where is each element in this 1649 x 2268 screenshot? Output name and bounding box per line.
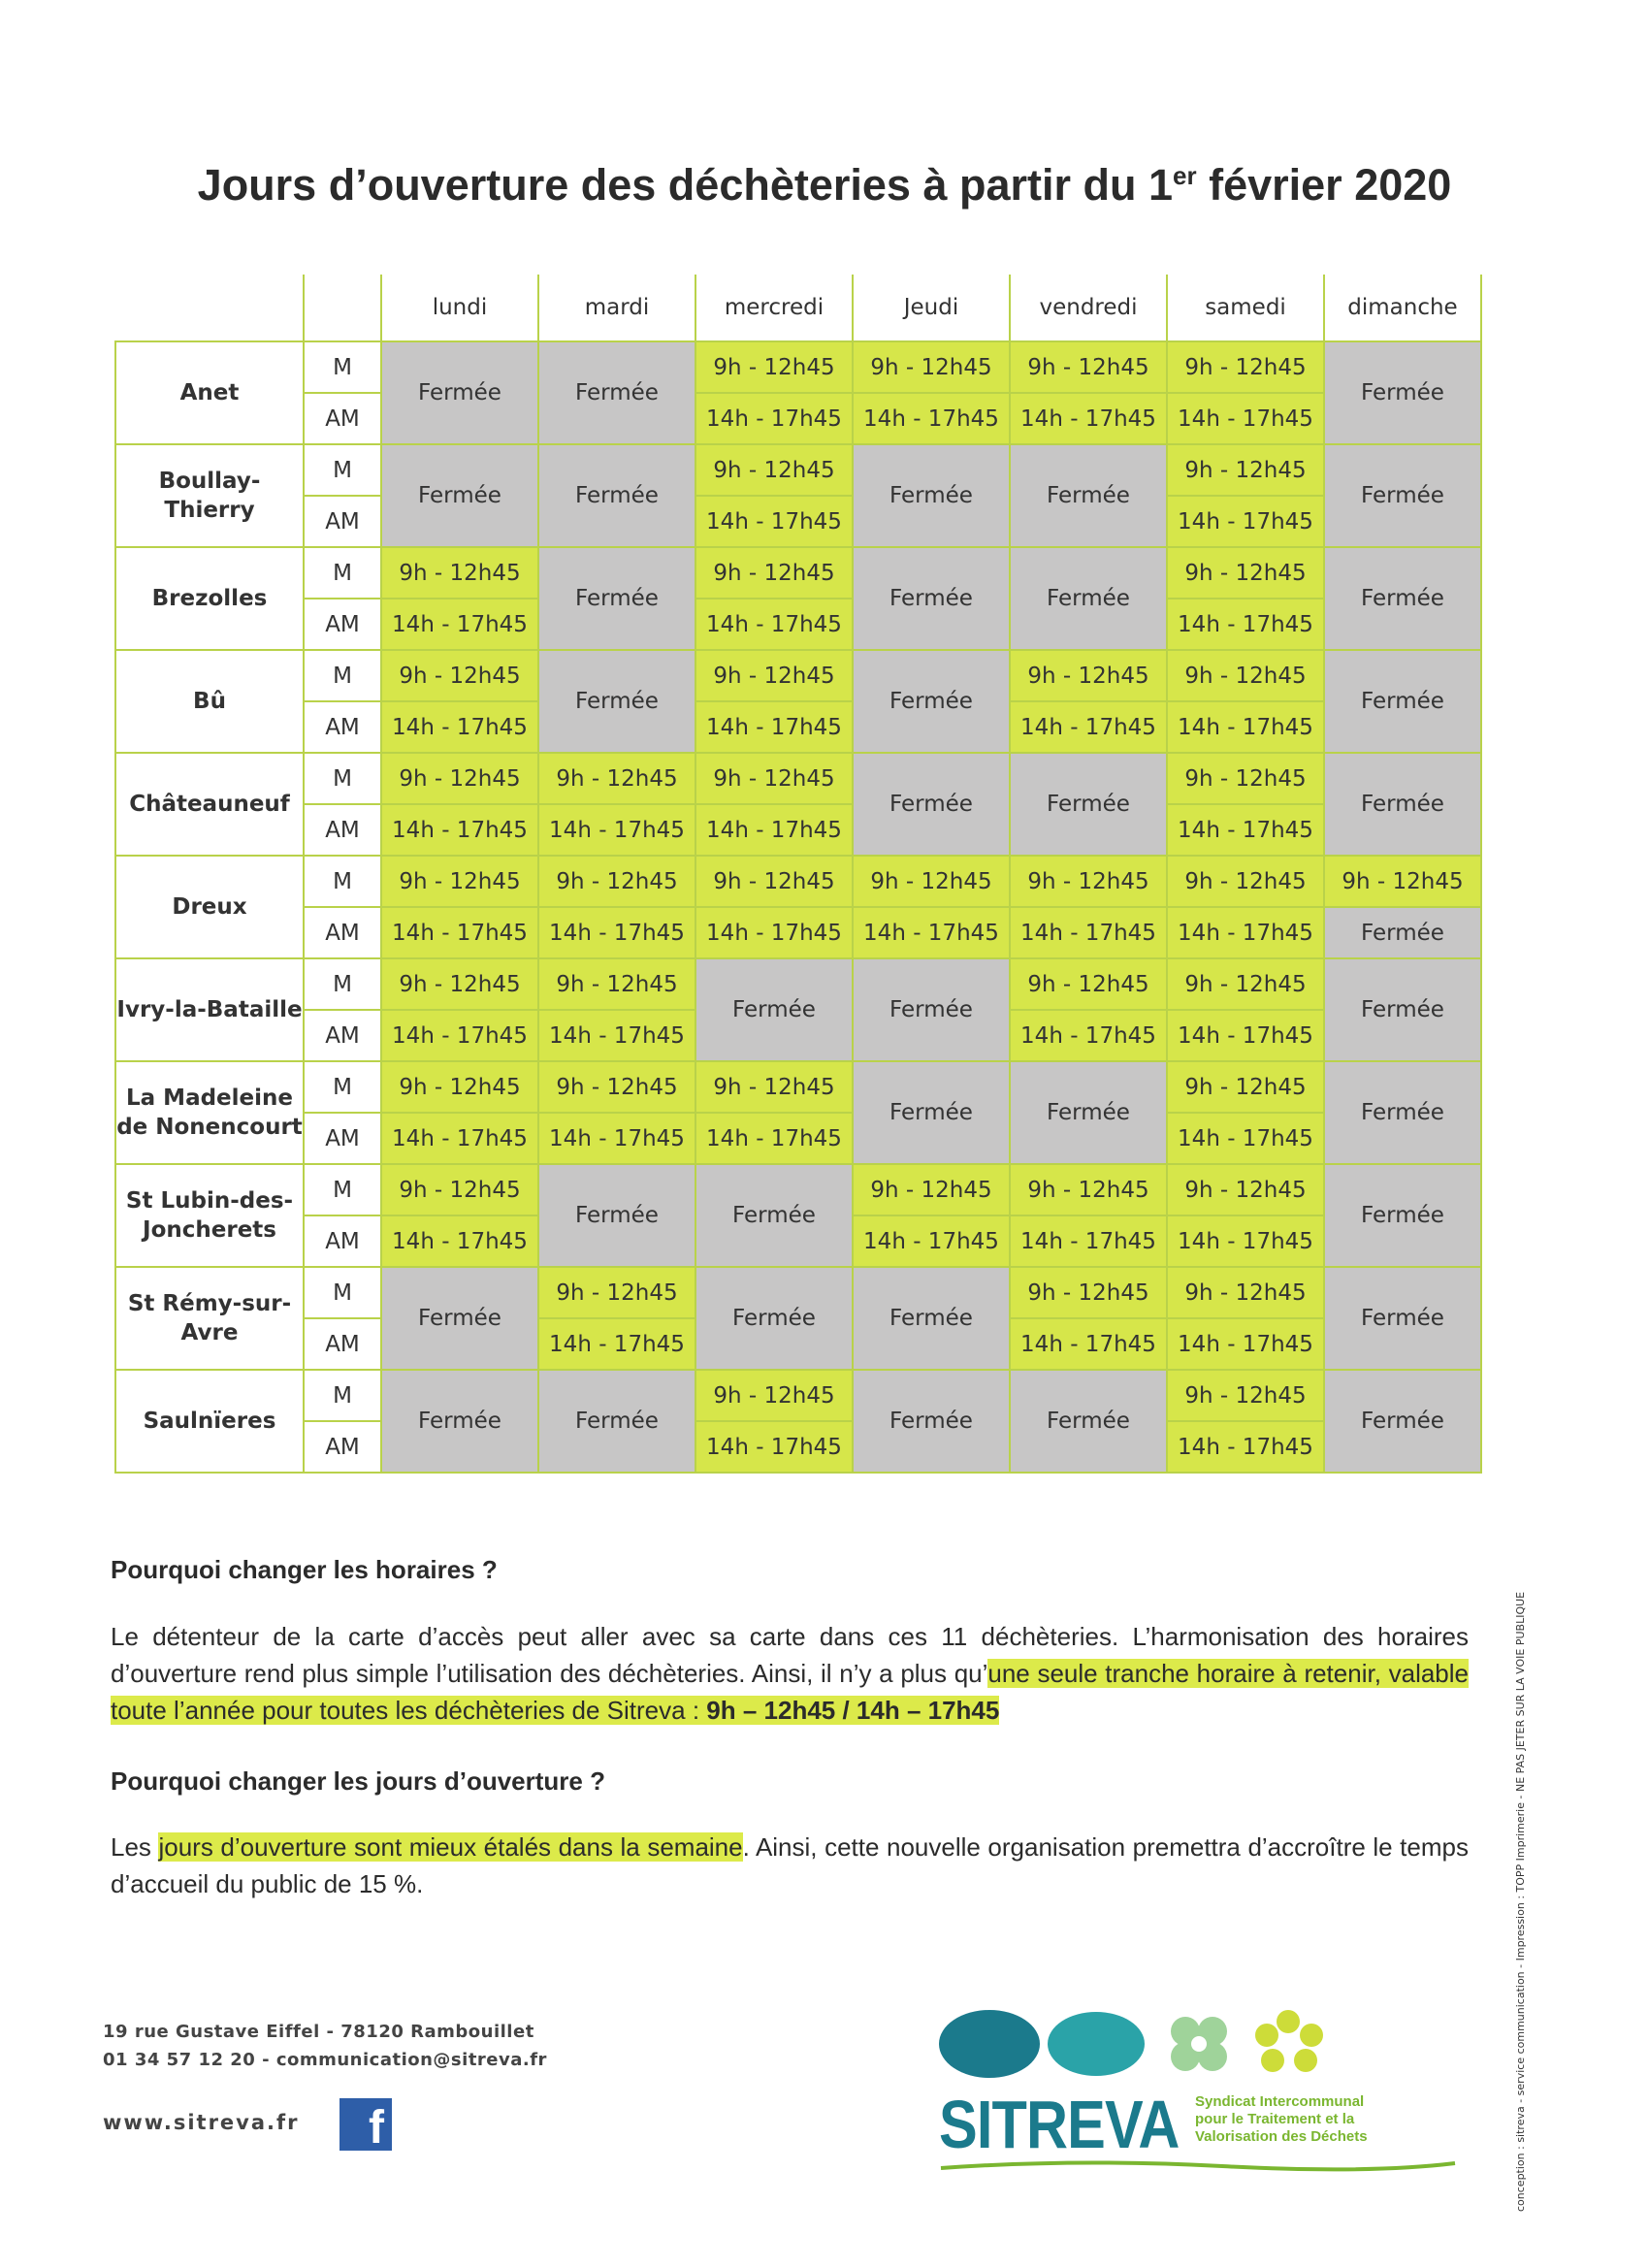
- open-hours-cell: 14h - 17h45: [853, 1215, 1010, 1267]
- day-header: samedi: [1167, 275, 1324, 341]
- closed-cell: Fermée: [1324, 650, 1481, 753]
- site-name: Boullay-Thierry: [115, 444, 304, 547]
- period-label: AM: [304, 907, 381, 958]
- table-row: [115, 1421, 1481, 1473]
- table-row: [115, 599, 1481, 650]
- open-hours-cell: 14h - 17h45: [1010, 1010, 1167, 1061]
- open-hours-cell: 9h - 12h45: [853, 856, 1010, 907]
- day-header: mardi: [538, 275, 695, 341]
- closed-cell: Fermée: [538, 1370, 695, 1473]
- open-hours-cell: 14h - 17h45: [1010, 1215, 1167, 1267]
- website-link[interactable]: www.sitreva.fr: [103, 2111, 300, 2134]
- open-hours-cell: 9h - 12h45: [1167, 444, 1324, 496]
- period-label: AM: [304, 599, 381, 650]
- table-row: [115, 907, 1481, 958]
- open-hours-cell: 14h - 17h45: [1010, 393, 1167, 444]
- closed-cell: Fermée: [1324, 547, 1481, 650]
- closed-cell: Fermée: [1324, 1267, 1481, 1370]
- closed-cell: Fermée: [538, 444, 695, 547]
- open-hours-cell: 9h - 12h45: [381, 547, 538, 599]
- closed-cell: Fermée: [853, 547, 1010, 650]
- open-hours-cell: 9h - 12h45: [1167, 341, 1324, 393]
- table-row: [115, 856, 1481, 907]
- table-row: [115, 1370, 1481, 1421]
- site-name: St Rémy-sur-Avre: [115, 1267, 304, 1370]
- open-hours-cell: 14h - 17h45: [538, 1113, 695, 1164]
- closed-cell: Fermée: [1010, 1061, 1167, 1164]
- open-hours-cell: 14h - 17h45: [695, 907, 853, 958]
- print-credit: conception : sitreva - service communication - Impression : TOPP Imprimerie - NE PAS JETER SUR LA VOIE PUBLIQUE: [1514, 1591, 1527, 2212]
- period-label: AM: [304, 496, 381, 547]
- open-hours-cell: 14h - 17h45: [695, 701, 853, 753]
- site-name: Saulnïeres: [115, 1370, 304, 1473]
- open-hours-cell: 14h - 17h45: [853, 907, 1010, 958]
- open-hours-cell: 14h - 17h45: [381, 1113, 538, 1164]
- period-label: M: [304, 547, 381, 599]
- open-hours-cell: 9h - 12h45: [538, 753, 695, 804]
- open-hours-cell: 9h - 12h45: [695, 753, 853, 804]
- closed-cell: Fermée: [1010, 1370, 1167, 1473]
- table-row: [115, 393, 1481, 444]
- open-hours-cell: 14h - 17h45: [695, 393, 853, 444]
- day-header: dimanche: [1324, 275, 1481, 341]
- closed-cell: Fermée: [1324, 753, 1481, 856]
- closed-cell: Fermée: [1324, 444, 1481, 547]
- open-hours-cell: 9h - 12h45: [1010, 856, 1167, 907]
- day-header: lundi: [381, 275, 538, 341]
- site-name: Châteauneuf: [115, 753, 304, 856]
- closed-cell: Fermée: [853, 958, 1010, 1061]
- table-row: [115, 958, 1481, 1010]
- closed-cell: Fermée: [853, 753, 1010, 856]
- open-hours-cell: 9h - 12h45: [1010, 958, 1167, 1010]
- open-hours-cell: 9h - 12h45: [1010, 1164, 1167, 1215]
- table-row: [115, 496, 1481, 547]
- closed-cell: Fermée: [1010, 547, 1167, 650]
- open-hours-cell: 9h - 12h45: [695, 856, 853, 907]
- open-hours-cell: 9h - 12h45: [1167, 1267, 1324, 1318]
- open-hours-cell: 9h - 12h45: [1010, 341, 1167, 393]
- open-hours-cell: 14h - 17h45: [381, 599, 538, 650]
- hours-highlight: 9h – 12h45 / 14h – 17h45: [706, 1696, 1000, 1725]
- period-label: AM: [304, 1113, 381, 1164]
- closed-cell: Fermée: [853, 444, 1010, 547]
- closed-cell: Fermée: [1324, 1061, 1481, 1164]
- section-heading-hours: Pourquoi changer les horaires ?: [111, 1555, 498, 1584]
- table-row: [115, 753, 1481, 804]
- period-label: M: [304, 650, 381, 701]
- period-label: AM: [304, 1421, 381, 1473]
- open-hours-cell: 14h - 17h45: [1167, 1215, 1324, 1267]
- closed-cell: Fermée: [381, 444, 538, 547]
- closed-cell: Fermée: [695, 1267, 853, 1370]
- open-hours-cell: 14h - 17h45: [695, 804, 853, 856]
- section-text-hours: Le détenteur de la carte d’accès peut aller avec sa carte dans ces 11 déchèteries. L’harmonisation des horaires d’ouverture rend plus simple l’utilisation des déchèteries. Ainsi, il n’y a plus qu’une seule tranche horaire à retenir, valable toute l’année pour toutes les déchèteries de Sitreva : 9h – 12h45 / 14h – 17h45: [111, 1622, 1469, 1725]
- period-label: M: [304, 958, 381, 1010]
- site-name: St Lubin-des-Joncherets: [115, 1164, 304, 1267]
- closed-cell: Fermée: [538, 650, 695, 753]
- open-hours-cell: 14h - 17h45: [1167, 804, 1324, 856]
- section-text-days: Les jours d’ouverture sont mieux étalés dans la semaine. Ainsi, cette nouvelle organisation premettra d’accroître le temps d’accueil du public de 15 %.: [111, 1832, 1469, 1898]
- site-name: Ivry-la-Bataille: [115, 958, 304, 1061]
- site-name: Brezolles: [115, 547, 304, 650]
- open-hours-cell: 14h - 17h45: [1167, 1318, 1324, 1370]
- table-row: [115, 1267, 1481, 1318]
- closed-cell: Fermée: [538, 1164, 695, 1267]
- open-hours-cell: 14h - 17h45: [1167, 1421, 1324, 1473]
- closed-cell: Fermée: [695, 1164, 853, 1267]
- open-hours-cell: 9h - 12h45: [1167, 1164, 1324, 1215]
- table-row: [115, 804, 1481, 856]
- open-hours-cell: 9h - 12h45: [695, 1061, 853, 1113]
- open-hours-cell: 9h - 12h45: [1324, 856, 1481, 907]
- period-label: AM: [304, 1215, 381, 1267]
- logo-wordmark: SITREVA: [939, 2087, 1180, 2162]
- table-row: [115, 444, 1481, 496]
- open-hours-cell: 9h - 12h45: [695, 650, 853, 701]
- site-name: La Madeleine de Nonencourt: [115, 1061, 304, 1164]
- closed-cell: Fermée: [381, 1267, 538, 1370]
- facebook-icon[interactable]: f: [340, 2098, 392, 2151]
- open-hours-cell: 14h - 17h45: [538, 907, 695, 958]
- open-hours-cell: 14h - 17h45: [538, 1318, 695, 1370]
- closed-cell: Fermée: [1324, 341, 1481, 444]
- closed-cell: Fermée: [538, 341, 695, 444]
- open-hours-cell: 9h - 12h45: [381, 1061, 538, 1113]
- open-hours-cell: 14h - 17h45: [538, 804, 695, 856]
- open-hours-cell: 9h - 12h45: [538, 1267, 695, 1318]
- open-hours-cell: 9h - 12h45: [695, 341, 853, 393]
- period-label: M: [304, 1061, 381, 1113]
- open-hours-cell: 14h - 17h45: [1010, 1318, 1167, 1370]
- contact-line: 01 34 57 12 20 - communication@sitreva.fr: [103, 2050, 547, 2070]
- open-hours-cell: 14h - 17h45: [695, 496, 853, 547]
- open-hours-cell: 9h - 12h45: [381, 650, 538, 701]
- open-hours-cell: 14h - 17h45: [1167, 701, 1324, 753]
- open-hours-cell: 9h - 12h45: [381, 753, 538, 804]
- period-label: M: [304, 444, 381, 496]
- open-hours-cell: 14h - 17h45: [381, 804, 538, 856]
- open-hours-cell: 14h - 17h45: [1167, 496, 1324, 547]
- period-label: M: [304, 1267, 381, 1318]
- open-hours-cell: 14h - 17h45: [381, 1215, 538, 1267]
- period-label: AM: [304, 1010, 381, 1061]
- period-label: M: [304, 341, 381, 393]
- closed-cell: Fermée: [853, 650, 1010, 753]
- table-row: [115, 547, 1481, 599]
- period-label: M: [304, 753, 381, 804]
- closed-cell: Fermée: [381, 341, 538, 444]
- closed-cell: Fermée: [853, 1061, 1010, 1164]
- open-hours-cell: 14h - 17h45: [1010, 907, 1167, 958]
- logo-tagline: Syndicat Intercommunal pour le Traitement et la Valorisation des Déchets: [1195, 2093, 1368, 2145]
- header-corner: [115, 275, 304, 341]
- period-label: AM: [304, 393, 381, 444]
- table-row: [115, 701, 1481, 753]
- header-period: [304, 275, 381, 341]
- closed-cell: Fermée: [538, 547, 695, 650]
- schedule-table: [114, 275, 1482, 1474]
- closed-cell: Fermée: [853, 1370, 1010, 1473]
- day-header: Jeudi: [853, 275, 1010, 341]
- open-hours-cell: 9h - 12h45: [695, 547, 853, 599]
- page-title: Jours d’ouverture des déchèteries à partir du 1er février 2020: [197, 160, 1452, 210]
- open-hours-cell: 9h - 12h45: [853, 1164, 1010, 1215]
- closed-cell: Fermée: [1324, 907, 1481, 958]
- open-hours-cell: 9h - 12h45: [381, 958, 538, 1010]
- closed-cell: Fermée: [381, 1370, 538, 1473]
- open-hours-cell: 9h - 12h45: [381, 856, 538, 907]
- table-row: [115, 650, 1481, 701]
- open-hours-cell: 9h - 12h45: [853, 341, 1010, 393]
- open-hours-cell: 9h - 12h45: [695, 444, 853, 496]
- open-hours-cell: 14h - 17h45: [695, 1113, 853, 1164]
- open-hours-cell: 9h - 12h45: [538, 856, 695, 907]
- closed-cell: Fermée: [1010, 444, 1167, 547]
- open-hours-cell: 14h - 17h45: [1167, 1113, 1324, 1164]
- table-row: [115, 1164, 1481, 1215]
- open-hours-cell: 9h - 12h45: [538, 1061, 695, 1113]
- site-name: Bû: [115, 650, 304, 753]
- period-label: AM: [304, 701, 381, 753]
- period-label: M: [304, 1164, 381, 1215]
- site-name: Dreux: [115, 856, 304, 958]
- open-hours-cell: 14h - 17h45: [1167, 393, 1324, 444]
- open-hours-cell: 14h - 17h45: [381, 701, 538, 753]
- open-hours-cell: 9h - 12h45: [695, 1370, 853, 1421]
- site-name: Anet: [115, 341, 304, 444]
- open-hours-cell: 14h - 17h45: [695, 599, 853, 650]
- closed-cell: Fermée: [1010, 753, 1167, 856]
- footer-address: 19 rue Gustave Eiffel - 78120 Rambouillet 01 34 57 12 20 - communication@sitreva.fr: [103, 2018, 547, 2074]
- open-hours-cell: 9h - 12h45: [1167, 958, 1324, 1010]
- period-label: M: [304, 856, 381, 907]
- highlighted-text: une seule tranche horaire à retenir, valable toute l’année pour toutes les déchèteries de Sitreva :: [111, 1659, 1469, 1725]
- open-hours-cell: 14h - 17h45: [538, 1010, 695, 1061]
- table-row: [115, 1061, 1481, 1113]
- day-header: mercredi: [695, 275, 853, 341]
- open-hours-cell: 14h - 17h45: [381, 907, 538, 958]
- open-hours-cell: 9h - 12h45: [1167, 1370, 1324, 1421]
- period-label: AM: [304, 804, 381, 856]
- open-hours-cell: 14h - 17h45: [853, 393, 1010, 444]
- open-hours-cell: 9h - 12h45: [1010, 650, 1167, 701]
- open-hours-cell: 9h - 12h45: [381, 1164, 538, 1215]
- closed-cell: Fermée: [853, 1267, 1010, 1370]
- table-row: [115, 1113, 1481, 1164]
- open-hours-cell: 14h - 17h45: [1167, 1010, 1324, 1061]
- section-heading-days: Pourquoi changer les jours d’ouverture ?: [111, 1766, 605, 1796]
- open-hours-cell: 9h - 12h45: [538, 958, 695, 1010]
- open-hours-cell: 14h - 17h45: [1167, 907, 1324, 958]
- open-hours-cell: 9h - 12h45: [1167, 753, 1324, 804]
- open-hours-cell: 9h - 12h45: [1167, 547, 1324, 599]
- table-row: [115, 341, 1481, 393]
- open-hours-cell: 9h - 12h45: [1010, 1267, 1167, 1318]
- period-label: AM: [304, 1318, 381, 1370]
- closed-cell: Fermée: [1324, 1164, 1481, 1267]
- closed-cell: Fermée: [695, 958, 853, 1061]
- open-hours-cell: 9h - 12h45: [1167, 856, 1324, 907]
- open-hours-cell: 9h - 12h45: [1167, 650, 1324, 701]
- closed-cell: Fermée: [1324, 1370, 1481, 1473]
- closed-cell: Fermée: [1324, 958, 1481, 1061]
- open-hours-cell: 9h - 12h45: [1167, 1061, 1324, 1113]
- open-hours-cell: 14h - 17h45: [1167, 599, 1324, 650]
- open-hours-cell: 14h - 17h45: [1010, 701, 1167, 753]
- highlighted-text: jours d’ouverture sont mieux étalés dans la semaine: [158, 1832, 743, 1862]
- period-label: M: [304, 1370, 381, 1421]
- open-hours-cell: 14h - 17h45: [695, 1421, 853, 1473]
- day-header: vendredi: [1010, 275, 1167, 341]
- open-hours-cell: 14h - 17h45: [381, 1010, 538, 1061]
